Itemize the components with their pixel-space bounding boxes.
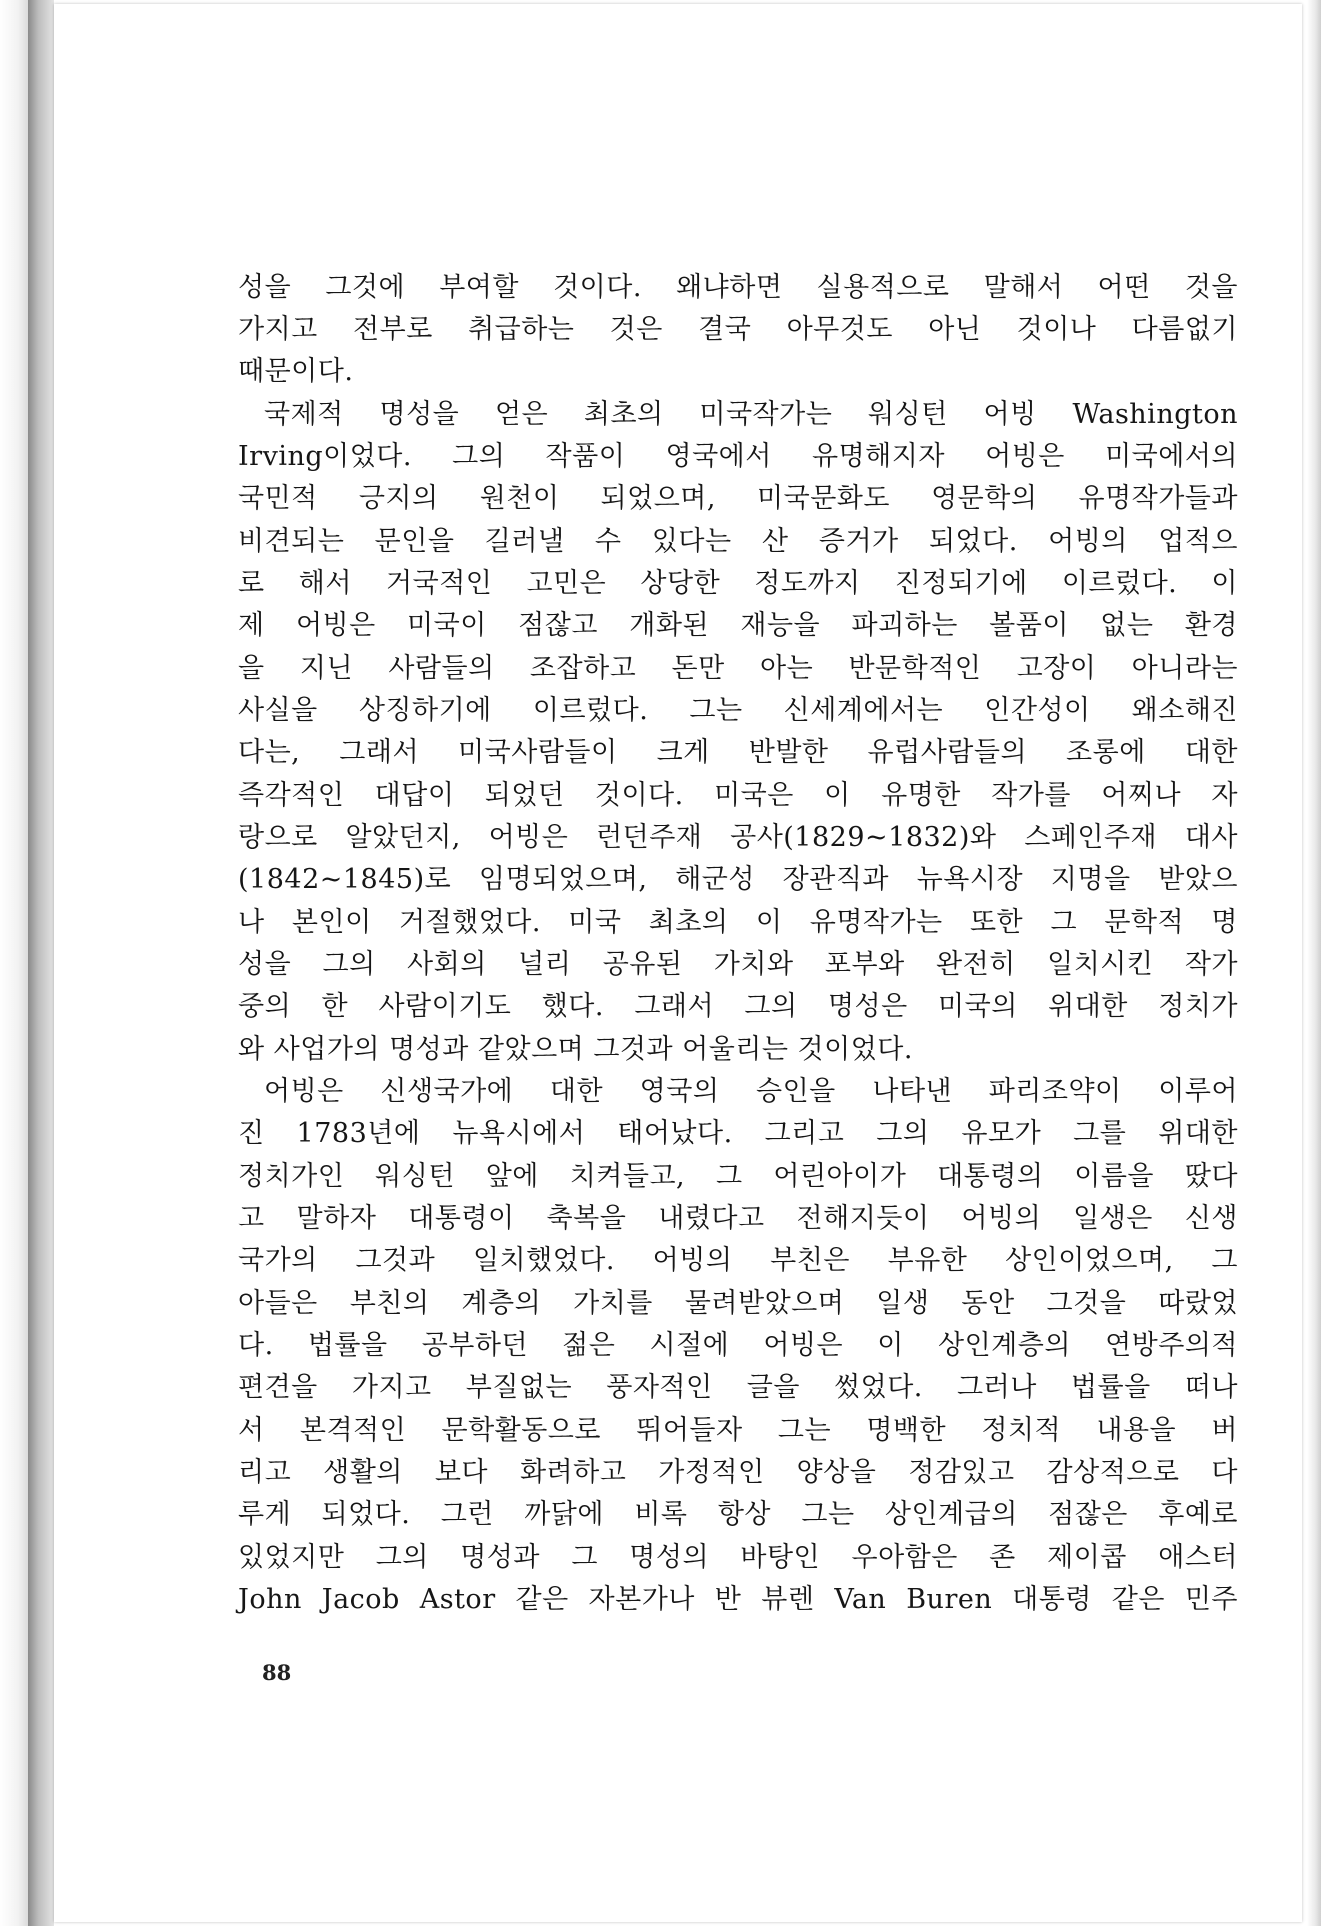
text-line: 가지고 전부로 취급하는 것은 결국 아무것도 아닌 것이나 다름없기 — [238, 314, 1238, 345]
text-line: 루게 되었다. 그런 까닭에 비록 항상 그는 상인계급의 점잖은 후예로 — [238, 1499, 1238, 1530]
text-line: 편견을 가지고 부질없는 풍자적인 글을 썼었다. 그러나 법률을 떠나 — [238, 1372, 1238, 1403]
text-line: 국제적 명성을 얻은 최초의 미국작가는 워싱턴 어빙 Washington — [264, 399, 1238, 430]
text-line: 즉각적인 대답이 되었던 것이다. 미국은 이 유명한 작가를 어찌나 자 — [238, 780, 1238, 811]
text-line: 국가의 그것과 일치했었다. 어빙의 부친은 부유한 상인이었으며, 그 — [238, 1245, 1238, 1276]
text-line: 로 해서 거국적인 고민은 상당한 정도까지 진정되기에 이르렀다. 이 — [238, 568, 1238, 599]
text-line: 랑으로 알았던지, 어빙은 런던주재 공사(1829~1832)와 스페인주재 대사 — [238, 822, 1238, 853]
text-line: 진 1783년에 뉴욕시에서 태어났다. 그리고 그의 유모가 그를 위대한 — [238, 1118, 1238, 1149]
page-right-edge — [1307, 0, 1321, 1926]
text-line: 다는, 그래서 미국사람들이 크게 반발한 유럽사람들의 조롱에 대한 — [238, 737, 1238, 768]
text-line: 중의 한 사람이기도 했다. 그래서 그의 명성은 미국의 위대한 정치가 — [238, 991, 1238, 1022]
text-line: 비견되는 문인을 길러낼 수 있다는 산 증거가 되었다. 어빙의 업적으 — [238, 526, 1238, 557]
text-line: 있었지만 그의 명성과 그 명성의 바탕인 우아함은 존 제이콥 애스터 — [238, 1542, 1238, 1573]
text-line: 어빙은 신생국가에 대한 영국의 승인을 나타낸 파리조약이 이루어 — [264, 1076, 1238, 1107]
text-line: 을 지닌 사람들의 조잡하고 돈만 아는 반문학적인 고장이 아니라는 — [238, 653, 1238, 684]
text-line: 나 본인이 거절했었다. 미국 최초의 이 유명작가는 또한 그 문학적 명 — [238, 907, 1238, 938]
text-line: 아들은 부친의 계층의 가치를 물려받았으며 일생 동안 그것을 따랐었 — [238, 1288, 1238, 1319]
text-line: Irving이었다. 그의 작품이 영국에서 유명해지자 어빙은 미국에서의 — [238, 441, 1238, 472]
text-line: 성을 그의 사회의 널리 공유된 가치와 포부와 완전히 일치시킨 작가 — [238, 949, 1238, 980]
text-line: 사실을 상징하기에 이르렀다. 그는 신세계에서는 인간성이 왜소해진 — [238, 695, 1238, 726]
text-line: 성을 그것에 부여할 것이다. 왜냐하면 실용적으로 말해서 어떤 것을 — [238, 272, 1238, 303]
text-line: 리고 생활의 보다 화려하고 가정적인 양상을 정감있고 감상적으로 다 — [238, 1457, 1238, 1488]
text-line: 서 본격적인 문학활동으로 뛰어들자 그는 명백한 정치적 내용을 버 — [238, 1415, 1238, 1446]
page-left-edge — [0, 0, 30, 1926]
text-line: (1842~1845)로 임명되었으며, 해군성 장관직과 뉴욕시장 지명을 받았으 — [238, 864, 1238, 895]
text-line: 와 사업가의 명성과 같았으며 그것과 어울리는 것이었다. — [238, 1034, 913, 1065]
text-line: 때문이다. — [238, 356, 354, 387]
page-number: 88 — [262, 1660, 292, 1685]
text-line: 고 말하자 대통령이 축복을 내렸다고 전해지듯이 어빙의 일생은 신생 — [238, 1203, 1238, 1234]
book-spine-shadow — [28, 0, 54, 1926]
text-line: 국민적 긍지의 원천이 되었으며, 미국문화도 영문학의 유명작가들과 — [238, 483, 1238, 514]
text-line: 정치가인 워싱턴 앞에 치켜들고, 그 어린아이가 대통령의 이름을 땄다 — [238, 1161, 1238, 1192]
text-line: John Jacob Astor 같은 자본가나 반 뷰렌 Van Buren 대통령 같은 민주 — [238, 1584, 1238, 1615]
text-line: 다. 법률을 공부하던 젊은 시절에 어빙은 이 상인계층의 연방주의적 — [238, 1330, 1238, 1361]
text-line: 제 어빙은 미국이 점잖고 개화된 재능을 파괴하는 볼품이 없는 환경 — [238, 610, 1238, 641]
